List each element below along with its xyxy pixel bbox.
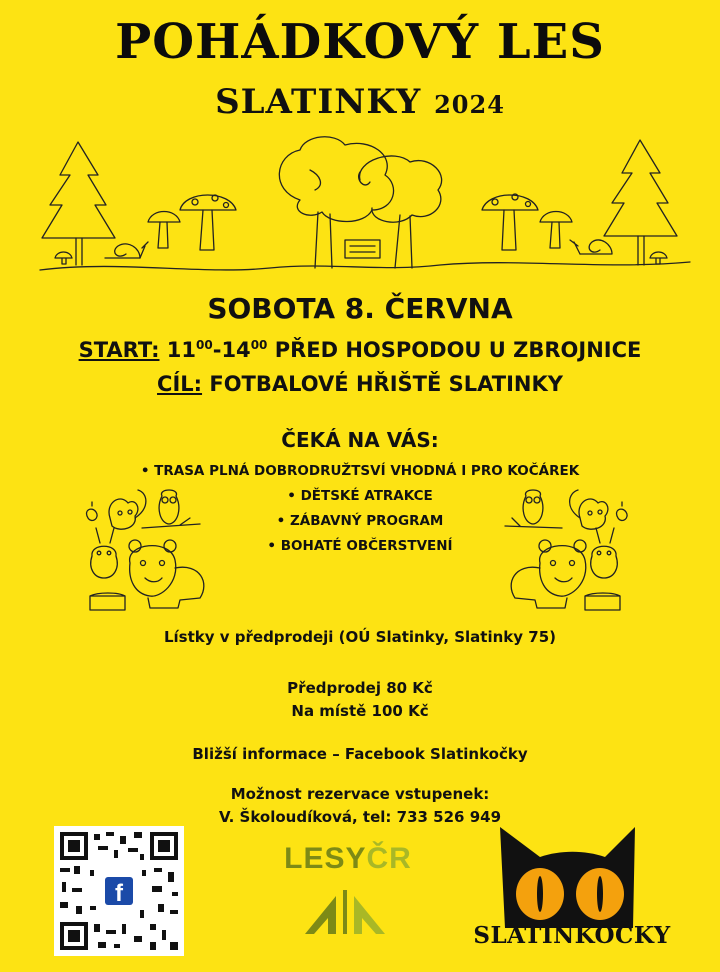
goal-place: FOTBALOVÉ HŘIŠTĚ SLATINKY (202, 372, 563, 396)
goal-label: CÍL: (157, 372, 203, 396)
start-minutes-2: 00 (250, 338, 268, 352)
program-item: • DĚTSKÉ ATRAKCE (287, 488, 433, 504)
tickets-info: Lístky v předprodeji (OÚ Slatinky, Slatinky 75) (163, 628, 556, 646)
squirrel-icon (87, 490, 146, 529)
poster-subtitle (0, 82, 720, 122)
snail-left-icon (105, 242, 148, 258)
start-hour-end: -14 (212, 338, 251, 362)
rabbit-icon (91, 528, 118, 578)
reservation-label: Možnost rezervace vstupenek: (230, 785, 490, 803)
mushrooms-right-icon (482, 194, 667, 264)
stump-right-icon (585, 593, 620, 610)
poster-title: POHÁDKOVÝ LES (115, 14, 605, 70)
stump-left-icon (90, 593, 125, 610)
lesy-cr-tree-icon (300, 884, 390, 940)
qr-code[interactable] (54, 826, 184, 956)
cat-logo-icon (495, 822, 645, 928)
pine-tree-right-icon (604, 140, 677, 265)
presale-price: Předprodej 80 Kč (287, 679, 433, 697)
program-item: • TRASA PLNÁ DOBRODRUŽTSVÍ VHODNÁ I PRO KOČÁREK (140, 463, 580, 479)
facebook-glyph: f (115, 880, 123, 907)
subtitle-place: SLATINKY (215, 82, 422, 122)
bear-icon (129, 540, 204, 608)
program-item: • BOHATÉ OBČERSTVENÍ (267, 538, 453, 554)
goal-line (0, 372, 720, 396)
program-heading: ČEKÁ NA VÁS: (281, 428, 439, 452)
onsite-price: Na místě 100 Kč (291, 702, 429, 720)
owl-right-icon (505, 490, 562, 528)
start-minutes-1: 00 (196, 338, 213, 352)
lesy-cr-logo-text (278, 842, 418, 876)
start-hour: 11 (166, 338, 197, 362)
reservation-contact: V. Školoudíková, tel: 733 526 949 (218, 808, 502, 826)
forest-illustration (0, 130, 720, 290)
lesy-suffix: ČR (366, 842, 412, 875)
more-info: Bližší informace – Facebook Slatinkočky (192, 745, 528, 763)
squirrel-right-icon (570, 490, 627, 529)
owl-icon (142, 490, 200, 528)
program-item: • ZÁBAVNÝ PROGRAM (276, 513, 444, 529)
subtitle-year: 2024 (434, 90, 505, 119)
start-place: PŘED HOSPODOU U ZBROJNICE (267, 338, 642, 362)
animals-right-illustration (500, 488, 635, 618)
start-line (0, 338, 720, 362)
event-date: SOBOTA 8. ČERVNA (207, 292, 513, 325)
pine-tree-left-icon (42, 142, 115, 265)
start-label: START: (78, 338, 160, 362)
bear-right-icon (511, 540, 586, 608)
lesy-prefix: LESY (284, 842, 367, 875)
slatinkocky-logo-text: SLATINKOČKY (473, 922, 671, 949)
snail-right-icon (570, 240, 612, 254)
animals-left-illustration (80, 488, 215, 618)
rabbit-right-icon (591, 528, 618, 578)
deciduous-trees-icon (279, 137, 441, 268)
